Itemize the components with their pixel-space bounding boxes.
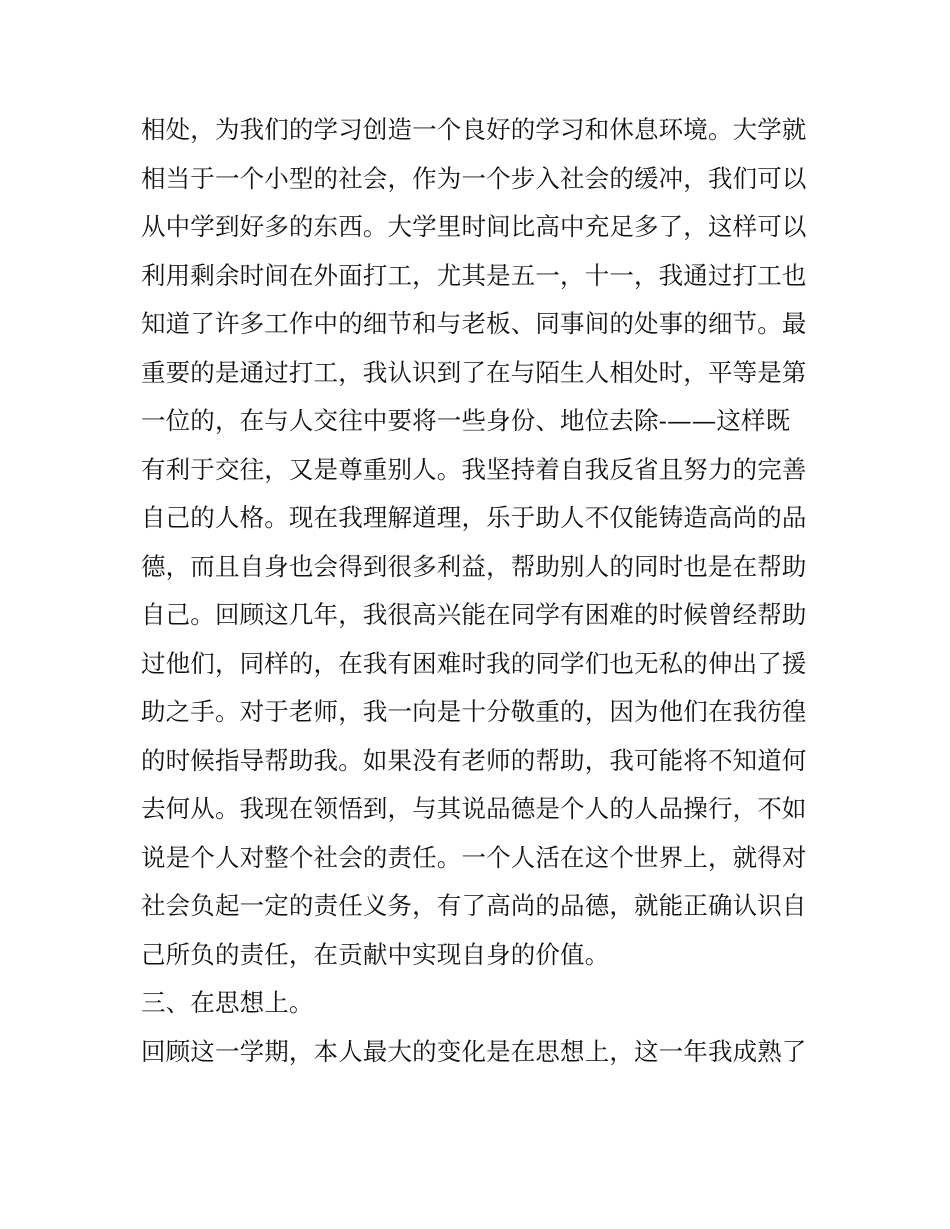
text-line: 一位的，在与人交往中要将一些身份、地位去除-——这样既	[141, 406, 791, 435]
text-line: 利用剩余时间在外面打工，尤其是五一，十一，我通过打工也	[141, 260, 807, 290]
text-line: 自己的人格。现在我理解道理，乐于助人不仅能铸造高尚的品	[141, 503, 807, 532]
text-line: 回顾这一学期，本人最大的变化是在思想上，这一年我成熟了	[141, 1036, 807, 1066]
text-line: 相处，为我们的学习创造一个良好的学习和休息环境。大学就	[141, 115, 807, 144]
text-line: 去何从。我现在领悟到，与其说品德是个人的人品操行，不如	[141, 794, 807, 823]
text-line: 过他们，同样的，在我有困难时我的同学们也无私的伸出了援	[141, 648, 807, 678]
body-text	[141, 106, 821, 1076]
text-line: 知道了许多工作中的细节和与老板、同事间的处事的细节。最	[141, 309, 807, 338]
text-line: 助之手。对于老师，我一向是十分敬重的，因为他们在我彷徨	[141, 697, 807, 726]
text-line: 德，而且自身也会得到很多利益，帮助别人的同时也是在帮助	[141, 551, 807, 581]
text-line: 己所负的责任，在贡献中实现自身的价值。	[141, 939, 610, 969]
section-heading: 三、在思想上。	[141, 988, 314, 1017]
text-line: 相当于一个小型的社会，作为一个步入社会的缓冲，我们可以	[141, 163, 807, 193]
text-line: 自己。回顾这几年，我很高兴能在同学有困难的时候曾经帮助	[141, 600, 807, 629]
text-line: 有利于交往，又是尊重别人。我坚持着自我反省且努力的完善	[141, 454, 807, 484]
text-line: 社会负起一定的责任义务，有了高尚的品德，就能正确认识自	[141, 891, 807, 920]
text-line: 说是个人对整个社会的责任。一个人活在这个世界上，就得对	[141, 842, 807, 872]
text-line: 重要的是通过打工，我认识到了在与陌生人相处时，平等是第	[141, 357, 807, 387]
text-line: 从中学到好多的东西。大学里时间比高中充足多了，这样可以	[141, 212, 807, 241]
text-line: 的时候指导帮助我。如果没有老师的帮助，我可能将不知道何	[141, 745, 807, 775]
